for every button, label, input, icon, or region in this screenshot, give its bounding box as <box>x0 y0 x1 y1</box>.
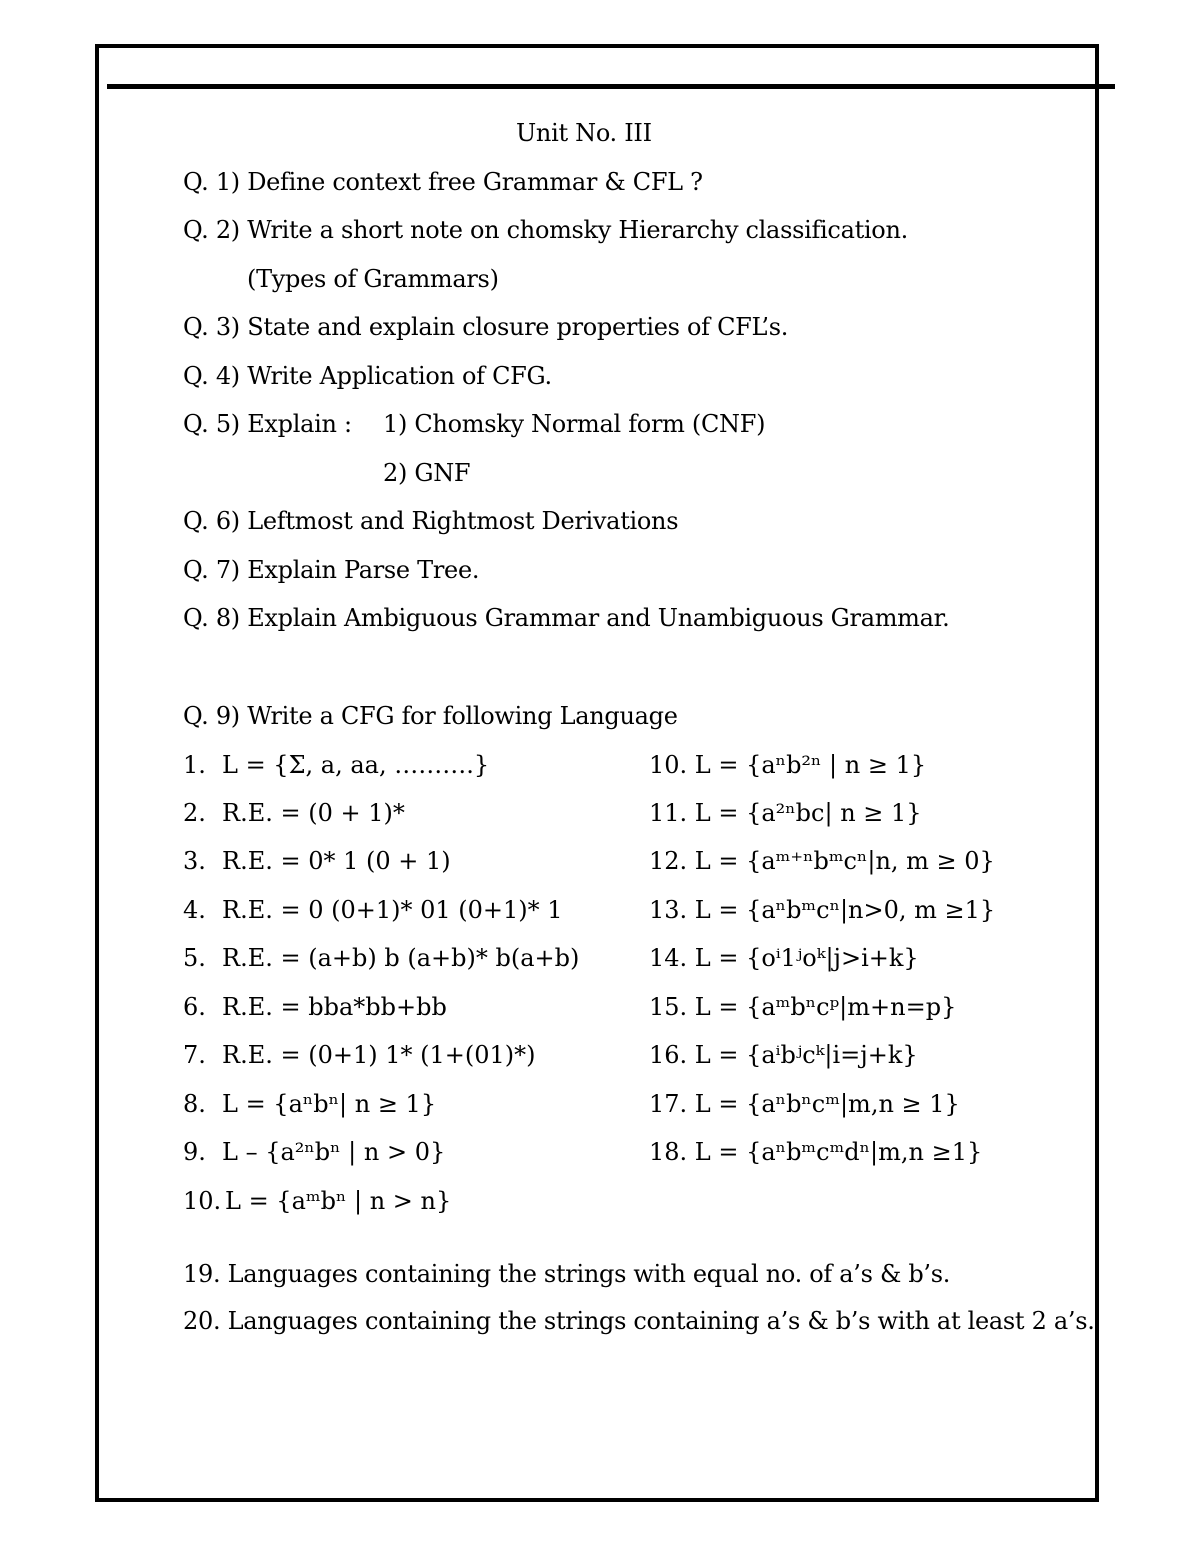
question-7: Q. 7) Explain Parse Tree. <box>183 556 480 584</box>
list-item-text: R.E. = (a+b) b (a+b)* b(a+b) <box>222 944 580 972</box>
question-8: Q. 8) Explain Ambiguous Grammar and Unambiguous Grammar. <box>183 604 950 632</box>
list-item-number: 8. <box>183 1090 206 1118</box>
header-rule <box>107 84 1115 89</box>
list-item-number: 9. <box>183 1138 206 1166</box>
list-item-text: L – {a²ⁿbⁿ | n > 0} <box>222 1138 446 1166</box>
question-3: Q. 3) State and explain closure properties of CFL’s. <box>183 313 789 341</box>
list-item-text: R.E. = 0* 1 (0 + 1) <box>222 847 451 875</box>
list-item-text: L = {aᵐbⁿ | n > n} <box>225 1187 452 1215</box>
question-5: Q. 5) Explain : <box>183 410 352 438</box>
list-item: 18. L = {aⁿbᵐcᵐdⁿ|m,n ≥1} <box>649 1138 983 1166</box>
list-item: 14. L = {oⁱ1ʲoᵏ|j>i+k} <box>649 944 919 972</box>
list-item-number: 7. <box>183 1041 206 1069</box>
list-item-number: 6. <box>183 993 206 1021</box>
question-2-subtext: (Types of Grammars) <box>247 265 499 293</box>
list-item-number: 5. <box>183 944 206 972</box>
question-4: Q. 4) Write Application of CFG. <box>183 362 552 390</box>
page-title: Unit No. III <box>516 119 652 147</box>
list-item: 13. L = {aⁿbᵐcⁿ|n>0, m ≥1} <box>649 896 996 924</box>
list-item-text: L = {Σ, a, aa, ……….} <box>222 751 490 779</box>
list-item-text: R.E. = (0+1) 1* (1+(01)*) <box>222 1041 536 1069</box>
question-9: Q. 9) Write a CFG for following Language <box>183 702 678 730</box>
item-19: 19. Languages containing the strings with equal no. of a’s & b’s. <box>183 1260 951 1288</box>
list-item-text: L = {aⁿbⁿ| n ≥ 1} <box>222 1090 437 1118</box>
list-item: 17. L = {aⁿbⁿcᵐ|m,n ≥ 1} <box>649 1090 960 1118</box>
list-item: 10. L = {aⁿb²ⁿ | n ≥ 1} <box>649 751 927 779</box>
list-item: 12. L = {aᵐ⁺ⁿbᵐcⁿ|n, m ≥ 0} <box>649 847 995 875</box>
list-item: 15. L = {aᵐbⁿcᵖ|m+n=p} <box>649 993 957 1021</box>
question-5-item-1: 1) Chomsky Normal form (CNF) <box>383 410 766 438</box>
list-item: 16. L = {aⁱbʲcᵏ|i=j+k} <box>649 1041 918 1069</box>
list-item-number: 10. <box>183 1187 222 1215</box>
question-2: Q. 2) Write a short note on chomsky Hierarchy classification. <box>183 216 908 244</box>
list-item-text: R.E. = bba*bb+bb <box>222 993 447 1021</box>
question-6: Q. 6) Leftmost and Rightmost Derivations <box>183 507 679 535</box>
question-5-item-2: 2) GNF <box>383 459 471 487</box>
list-item-number: 3. <box>183 847 206 875</box>
question-1: Q. 1) Define context free Grammar & CFL ? <box>183 168 703 196</box>
list-item-number: 1. <box>183 751 206 779</box>
list-item: 11. L = {a²ⁿbc| n ≥ 1} <box>649 799 922 827</box>
list-item-number: 4. <box>183 896 206 924</box>
list-item-text: R.E. = (0 + 1)* <box>222 799 405 827</box>
item-20: 20. Languages containing the strings containing a’s & b’s with at least 2 a’s. <box>183 1307 1095 1335</box>
list-item-number: 2. <box>183 799 206 827</box>
list-item-text: R.E. = 0 (0+1)* 01 (0+1)* 1 <box>222 896 563 924</box>
